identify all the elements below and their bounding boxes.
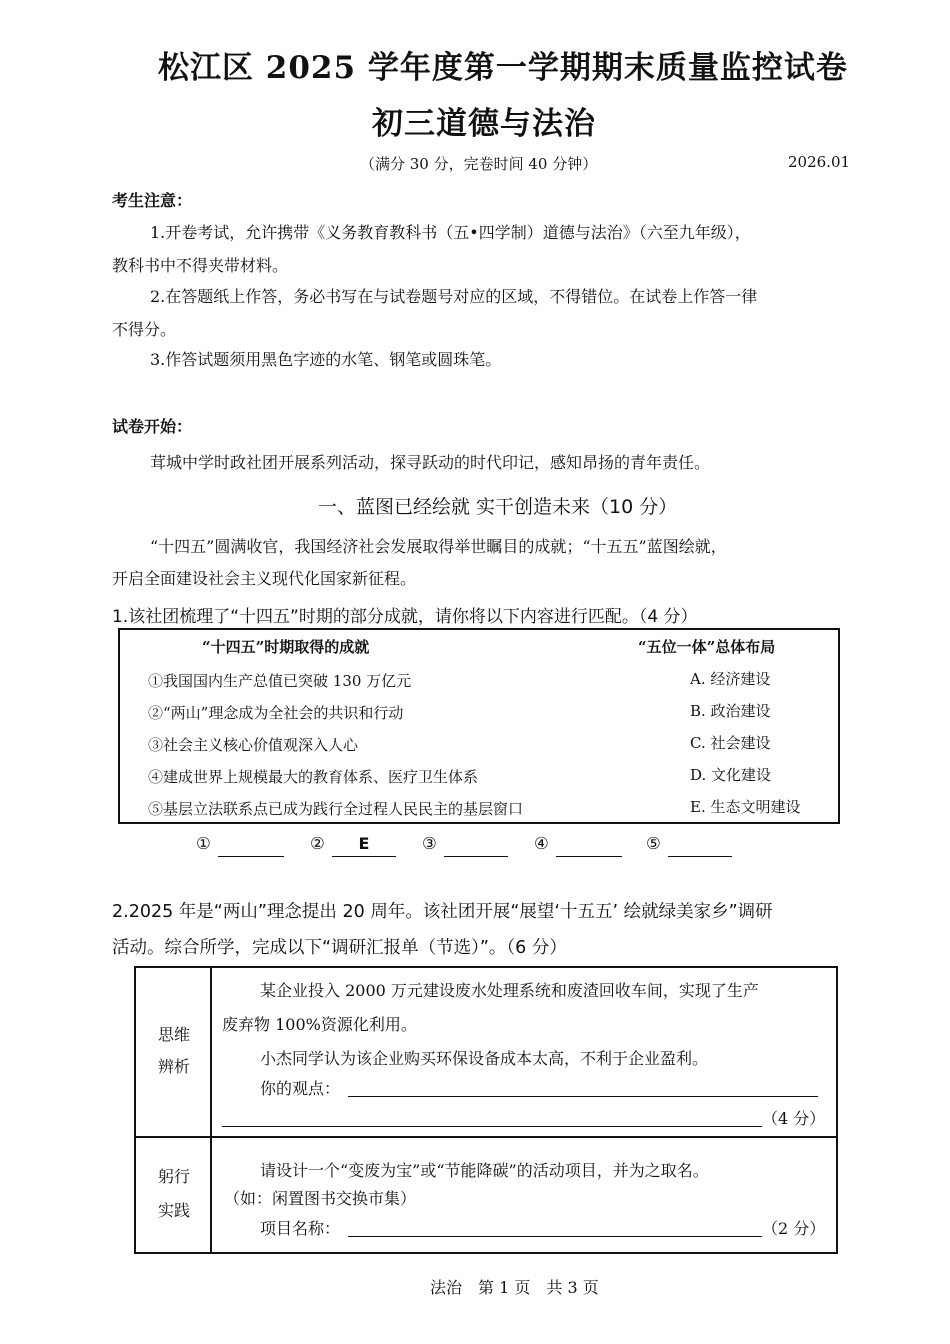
exam-date: 2026.01: [788, 153, 851, 171]
answer-4-label: ④: [534, 834, 549, 853]
page-footer: 法治 第 1 页 共 3 页: [430, 1278, 599, 1297]
q2-report-table: [134, 966, 838, 1254]
achievement-3: ③社会主义核心价值观深入人心: [148, 736, 359, 754]
achievement-5: ⑤基层立法联系点已成为践行全过程人民民主的基层窗口: [148, 800, 524, 818]
option-c: C. 社会建设: [690, 734, 771, 752]
table-column-divider: [210, 968, 212, 1252]
answer-4-blank[interactable]: [556, 856, 622, 857]
answer-2-label: ②: [310, 834, 325, 853]
section1-intro-1: “十四五”圆满收官，我国经济社会发展取得举世瞩目的成就；“十五五”蓝图绘就，: [150, 537, 727, 556]
notice-item-1: 1.开卷考试，允许携带《义务教育教科书（五•四学制）道德与法治》（六至九年级），: [150, 223, 751, 242]
subject-title: 初三道德与法治: [372, 106, 596, 142]
q1-left-header: “十四五”时期取得的成就: [202, 638, 370, 656]
row1-label-a: 思维: [158, 1025, 191, 1044]
answer-2-value: E: [358, 834, 370, 853]
answer-5-blank[interactable]: [668, 856, 732, 857]
section1-heading: 一、蓝图已经绘就 实干创造未来（10 分）: [318, 496, 678, 518]
q1-right-header: “五位一体”总体布局: [638, 638, 776, 656]
row1-prompt: 你的观点：: [260, 1079, 341, 1098]
row2-label-a: 躬行: [158, 1167, 191, 1186]
answer-2-blank[interactable]: [332, 856, 396, 857]
row2-label-b: 实践: [158, 1201, 191, 1220]
row1-label-b: 辨析: [158, 1057, 191, 1076]
table-row-divider: [136, 1136, 836, 1138]
q2-stem-2: 活动。综合所学，完成以下“调研汇报单（节选）”。（6 分）: [112, 938, 567, 958]
achievement-1: ①我国国内生产总值已突破 130 万亿元: [148, 672, 412, 690]
exam-title: 松江区 2025 学年度第一学期期末质量监控试卷: [158, 50, 848, 86]
start-heading: 试卷开始：: [112, 417, 193, 436]
exam-info: （满分 30 分，完卷时间 40 分钟）: [360, 155, 598, 173]
opinion-input-line-2[interactable]: [222, 1126, 762, 1127]
option-b: B. 政治建设: [690, 702, 771, 720]
notice-item-2-cont: 不得分。: [112, 320, 177, 339]
answer-3-label: ③: [422, 834, 437, 853]
answer-5-label: ⑤: [646, 834, 661, 853]
project-name-input-line[interactable]: [348, 1236, 762, 1237]
row2-text-a: 请设计一个“变废为宝”或“节能降碳”的活动项目，并为之取名。: [260, 1161, 709, 1180]
opinion-input-line-1[interactable]: [348, 1096, 818, 1097]
option-a: A. 经济建设: [690, 670, 771, 688]
achievement-2: ②“两山”理念成为全社会的共识和行动: [148, 704, 404, 722]
option-e: E. 生态文明建设: [690, 798, 801, 816]
row2-prompt: 项目名称：: [260, 1219, 341, 1238]
q1-matching-box: [118, 628, 840, 824]
notice-item-1-cont: 教科书中不得夹带材料。: [112, 256, 289, 275]
section1-intro-2: 开启全面建设社会主义现代化国家新征程。: [112, 569, 417, 588]
answer-3-blank[interactable]: [444, 856, 508, 857]
row1-text-c: 小杰同学认为该企业购买环保设备成本太高，不利于企业盈利。: [260, 1049, 709, 1068]
row1-text-a: 某企业投入 2000 万元建设废水处理系统和废渣回收车间，实现了生产: [260, 981, 759, 1000]
row1-score: （4 分）: [762, 1109, 826, 1128]
q2-stem-1: 2.2025 年是“两山”理念提出 20 周年。该社团开展“展望‘十五五’ 绘就绿美家乡”调研: [112, 902, 773, 922]
notice-heading: 考生注意：: [112, 191, 193, 210]
start-intro: 茸城中学时政社团开展系列活动，探寻跃动的时代印记，感知昂扬的青年责任。: [150, 453, 711, 472]
q1-stem: 1.该社团梳理了“十四五”时期的部分成就，请你将以下内容进行匹配。（4 分）: [112, 607, 698, 627]
option-d: D. 文化建设: [690, 766, 772, 784]
notice-item-2: 2.在答题纸上作答，务必书写在与试卷题号对应的区域，不得错位。在试卷上作答一律: [150, 287, 758, 306]
row2-text-b: （如：闲置图书交换市集）: [224, 1189, 417, 1208]
notice-item-3: 3.作答试题须用黑色字迹的水笔、钢笔或圆珠笔。: [150, 350, 502, 369]
answer-1-blank[interactable]: [218, 856, 284, 857]
answer-1-label: ①: [196, 834, 211, 853]
row2-score: （2 分）: [762, 1219, 826, 1238]
achievement-4: ④建成世界上规模最大的教育体系、医疗卫生体系: [148, 768, 479, 786]
row1-text-b: 废弃物 100%资源化利用。: [222, 1015, 417, 1034]
